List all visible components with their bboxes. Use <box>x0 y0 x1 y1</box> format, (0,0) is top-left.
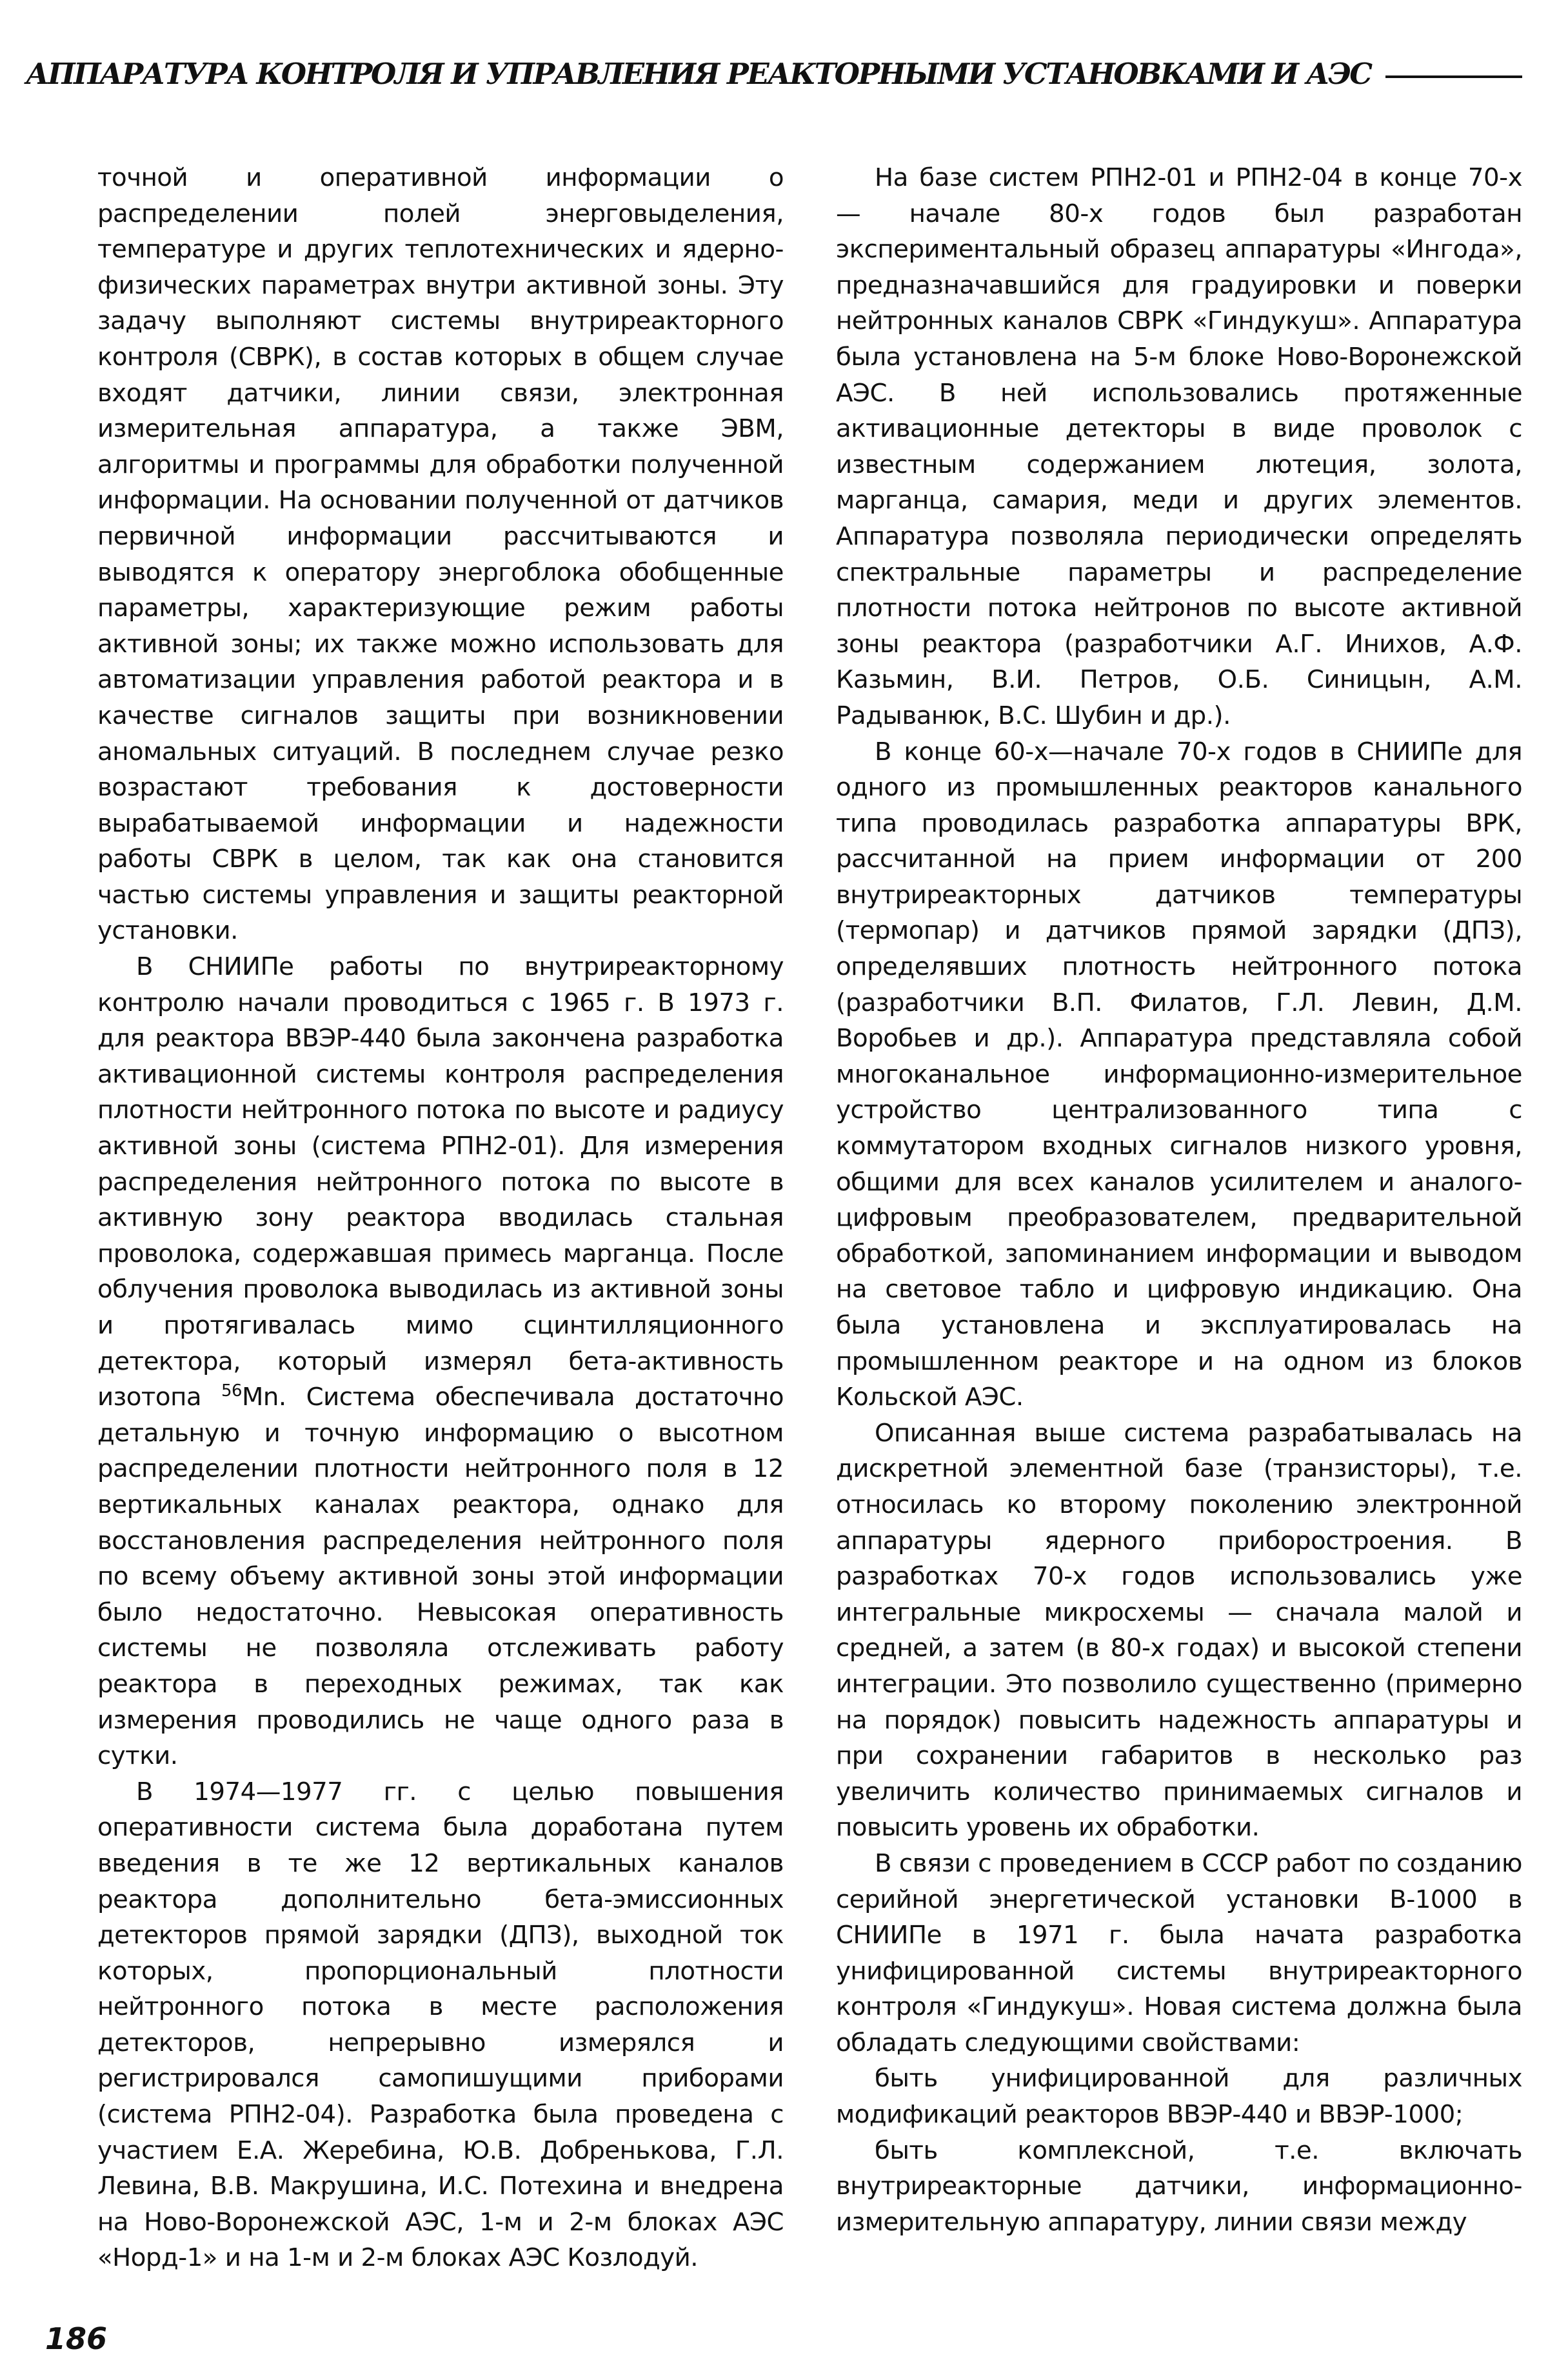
paragraph-text: Mn. Система обеспечивала достаточно детальную и точную информацию о высотном распределении плотности нейтронного поля в 12 вертикальных каналах реактора, однако для восстановления распределения нейтронного поля по всему объему активной зоны этой информации было недостаточно. Невысокая оперативность системы не позволяла отслеживать работу реактора в переходных режимах, так как измерения проводились не чаще одного раза в сутки. <box>97 1383 784 1771</box>
header-rule <box>1385 75 1522 78</box>
paragraph: Описанная выше система разрабатывалась на дискретной элементной базе (транзисторы), т.е. относилась ко второму поколению электронной аппаратуры ядерного приборостроения. В разработках 70-х годов использовались уже интегральные микросхемы — сначала малой и средней, а затем (в 80-х годах) и высокой степени интеграции. Это позволило существенно (примерно на порядок) повысить надежность аппаратуры и при сохранении габаритов в несколько раз увеличить количество принимаемых сигналов и повысить уровень их обработки. <box>836 1418 1522 1843</box>
paragraph: В 1974—1977 гг. с целью повышения оперативности система была доработана путем введения в те же 12 вертикальных каналов реактора дополнительно бета-эмиссионных детекторов прямой зарядки (ДПЗ), выходной ток которых, пропорциональный плотности нейтронного потока в месте расположения детекторов, непрерывно измерялся и регистрировался самопишущими приборами (система РПН2-04). Разработка была проведена с участием Е.А. Жеребина, Ю.В. Добренькова, Г.Л. Левина, В.В. Макрушина, И.С. Потехина и внедрена на Ново-Воронежской АЭС, 1-м и 2-м блоках АЭС «Норд-1» и на 1-м и 2-м блоках АЭС Козлодуй. <box>97 1777 784 2273</box>
paragraph: В связи с проведением в СССР работ по созданию серийной энергетической установки В-1000 в СНИИПе в 1971 г. была начата разработка унифицированной системы внутриреакторного контроля «Гиндукуш». Новая система должна была обладать следующими свойствами: <box>836 1848 1522 2057</box>
paragraph <box>97 949 784 1774</box>
list-paragraph: быть унифицированной для различных модификаций реакторов ВВЭР-440 и ВВЭР-1000; <box>836 2064 1522 2130</box>
running-header <box>26 57 1522 91</box>
isotope-mass-number: 56 <box>221 1381 243 1401</box>
running-head-title: АППАРАТУРА КОНТРОЛЯ И УПРАВЛЕНИЯ РЕАКТОРНЫМИ УСТАНОВКАМИ И АЭС <box>26 57 1371 91</box>
paragraph-text: В СНИИПе работы по внутриреакторному контролю начали проводиться с 1965 г. В 1973 г. для реактора ВВЭР-440 была закончена разработка активационной системы контроля распределения плотности нейтронного потока по высоте и радиусу активной зоны (система РПН2-01). Для измерения распределения нейтронного потока по высоте в активную зону реактора вводилась стальная проволока, содержавшая примесь марганца. После облучения проволока выводилась из активной зоны и протягивалась мимо сцинтилляционного детектора, который измерял бета-активность изотопа <box>97 952 784 1412</box>
paragraph: точной и оперативной информации о распределении полей энерговыделения, температуре и других теплотехнических и ядерно-физических параметрах внутри активной зоны. Эту задачу выполняют системы внутриреакторного контроля (СВРК), в состав которых в общем случае входят датчики, линии связи, электронная измерительная аппаратура, а также ЭВМ, алгоритмы и программы для обработки полученной информации. На основании полученной от датчиков первичной информации рассчитываются и выводятся к оператору энергоблока обобщенные параметры, характеризующие режим работы активной зоны; их также можно использовать для автоматизации управления работой реактора и в качестве сигналов защиты при возникновении аномальных ситуаций. В последнем случае резко возрастают требования к достоверности вырабатываемой информации и надежности работы СВРК в целом, так как она становится частью системы управления и защиты реакторной установки. <box>97 163 784 946</box>
paragraph: В конце 60-х—начале 70-х годов в СНИИПе для одного из промышленных реакторов канального типа проводилась разработка аппаратуры ВРК, рассчитанной на прием информации от 200 внутриреакторных датчиков температуры (термопар) и датчиков прямой зарядки (ДПЗ), определявших плотность нейтронного потока (разработчики В.П. Филатов, Г.Л. Левин, Д.М. Воробьев и др.). Аппаратура представляла собой многоканальное информационно-измерительное устройство централизованного типа с коммутатором входных сигналов низкого уровня, общими для всех каналов усилителем и аналого-цифровым преобразователем, предварительной обработкой, запоминанием информации и выводом на световое табло и цифровую индикацию. Она была установлена и эксплуатировалась на промышленном реакторе и на одном из блоков Кольской АЭС. <box>836 737 1522 1412</box>
right-column <box>836 160 1522 2240</box>
left-column <box>97 160 784 2276</box>
paragraph: На базе систем РПН2-01 и РПН2-04 в конце 70-х — начале 80-х годов был разработан экспериментальный образец аппаратуры «Ингода», предназначавшийся для градуировки и поверки нейтронных каналов СВРК «Гиндукуш». Аппаратура была установлена на 5-м блоке Ново-Воронежской АЭС. В ней использовались протяженные активационные детекторы в виде проволок с известным содержанием лютеция, золота, марганца, самария, меди и других элементов. Аппаратура позволяла периодически определять спектральные параметры и распределение плотности потока нейтронов по высоте активной зоны реактора (разработчики А.Г. Инихов, А.Ф. Казьмин, В.И. Петров, О.Б. Синицын, А.М. Радыванюк, В.С. Шубин и др.). <box>836 163 1522 730</box>
page-number: 186 <box>45 2321 108 2356</box>
list-paragraph: быть комплексной, т.е. включать внутриреакторные датчики, информационно-измерительную аппаратуру, линии связи между <box>836 2135 1522 2237</box>
